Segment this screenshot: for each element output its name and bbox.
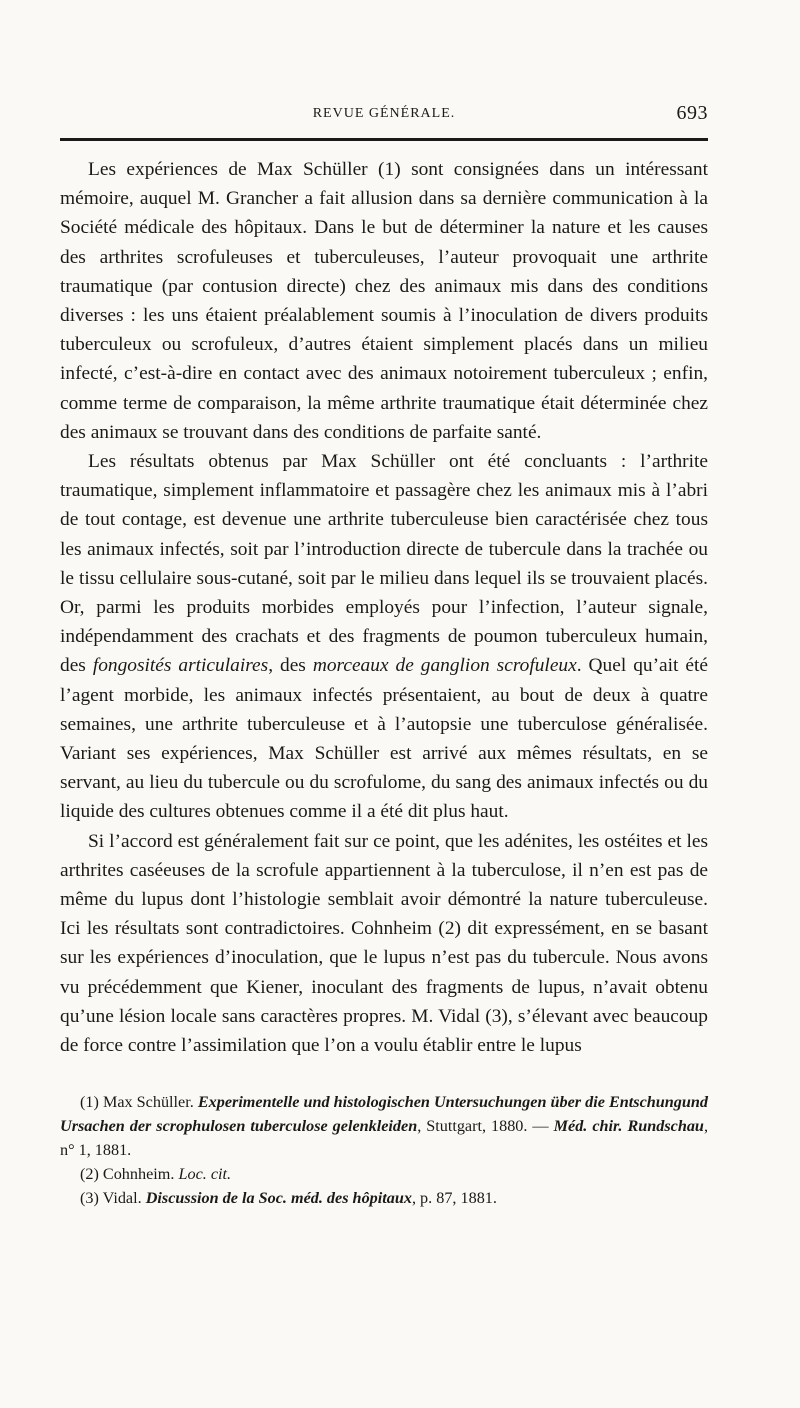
paragraph-text: Si l’accord est généralement fait sur ce point, que les adénites, les ostéites et les arthrites caséeuses de la scrofule appartiennent à la tuberculose, il n’en est pas de même du lupus dont l’histologie semblait avoir démontré la nature tuberculeuse. Ici les résultats sont contradictoires. Cohnheim (2) dit expressément, en se basant sur les expériences d’inoculation, que le lupus n’est pas du tubercule. Nous avons vu précédemment que Kiener, inoculant des fragments de lupus, n’avait obtenu qu’une lésion locale sans caractères propres. M. Vidal (3), s’élevant avec beaucoup de force contre l’assimilation que l’on a voulu établir entre le lupus — [60, 830, 708, 1057]
paragraph-text: . Quel qu’ait été l’agent morbide, les animaux infectés présentaient, au bout de deux à quatre semaines, une arthrite tuberculeuse et à l’autopsie une tuberculose généralisée. Variant ses expériences, Max Schüller est arrivé aux mêmes résultats, en se servant, au lieu du tubercule ou du scrofulome, du sang des animaux infectés ou du liquide des cultures obtenues comme il a été dit plus haut. — [60, 655, 708, 823]
italic-phrase-fongosites: fongosités articulaires — [92, 655, 269, 677]
paragraph-2 — [60, 447, 708, 827]
footnote-title: Loc. cit. — [178, 1165, 232, 1184]
page — [60, 100, 708, 1210]
page-number: 693 — [676, 102, 708, 124]
body-text — [60, 155, 708, 1060]
header-rule — [60, 138, 708, 141]
paragraph-text: Les expériences de Max Schüller (1) sont consignées dans un intéressant mémoire, auquel M. Grancher a fait allusion dans sa dernière communication à la Société médicale des hôpitaux. Dans le but de déterminer la nature et les causes des arthrites scrofuleuses et tuberculeuses, l’auteur provoquait une arthrite traumatique (par contusion directe) chez des animaux mis dans des conditions diverses : les uns étaient préalablement soumis à l’inoculation de divers produits tuberculeux ou scrofuleux, d’autres étaient simplement placés dans un milieu infecté, c’est-à-dire en contact avec des animaux notoirement tuberculeux ; enfin, comme terme de comparaison, la même arthrite traumatique était déterminée chez des animaux se trouvant dans des conditions de parfaite santé. — [60, 159, 708, 443]
footnote-author: (2) Cohnheim. — [80, 1165, 179, 1184]
footnotes — [60, 1090, 708, 1210]
footnote-journal: Méd. chir. Rundschau — [553, 1117, 704, 1136]
paragraph-text: , des — [268, 655, 313, 677]
paragraph-text: Les résultats obtenus par Max Schüller ont été concluants : l’arthrite traumatique, simplement inflammatoire et passagère chez les animaux mis à l’abri de tout contage, est devenue une arthrite tuberculeuse bien caractérisée chez tous les animaux infectés, soit par l’introduction directe de tubercule dans la trachée ou le tissu cellulaire sous-cutané, soit par le milieu dans lequel ils se trouvaient placés. Or, parmi les produits morbides employés pour l’infection, l’auteur signale, indépendamment des crachats et des fragments de poumon tuberculeux humain, des — [60, 451, 708, 677]
paragraph-3 — [60, 827, 708, 1061]
paragraph-1 — [60, 155, 708, 447]
footnote-text: , n° 1, 1881. — [60, 1117, 708, 1160]
footnote-title: Experimentelle und histologischen Untersuchungen über die Entschungund Ursachen der scrophulosen tuberculose gelenkleiden — [60, 1093, 708, 1136]
footnote-author: (3) Vidal. — [80, 1189, 146, 1208]
running-header — [60, 100, 708, 132]
footnote-title: Discussion de la Soc. méd. des hôpitaux — [145, 1189, 412, 1208]
footnote-text: , Stuttgart, 1880. — — [417, 1117, 554, 1136]
footnote-1 — [60, 1090, 708, 1162]
footnote-2 — [60, 1162, 708, 1186]
italic-phrase-ganglion: morceaux de ganglion scrofuleux — [312, 655, 577, 677]
footnote-3 — [60, 1186, 708, 1210]
running-title: REVUE GÉNÉRALE. — [312, 106, 456, 121]
footnote-text: , p. 87, 1881. — [411, 1189, 497, 1208]
footnote-author: (1) Max Schüller. — [80, 1093, 198, 1112]
